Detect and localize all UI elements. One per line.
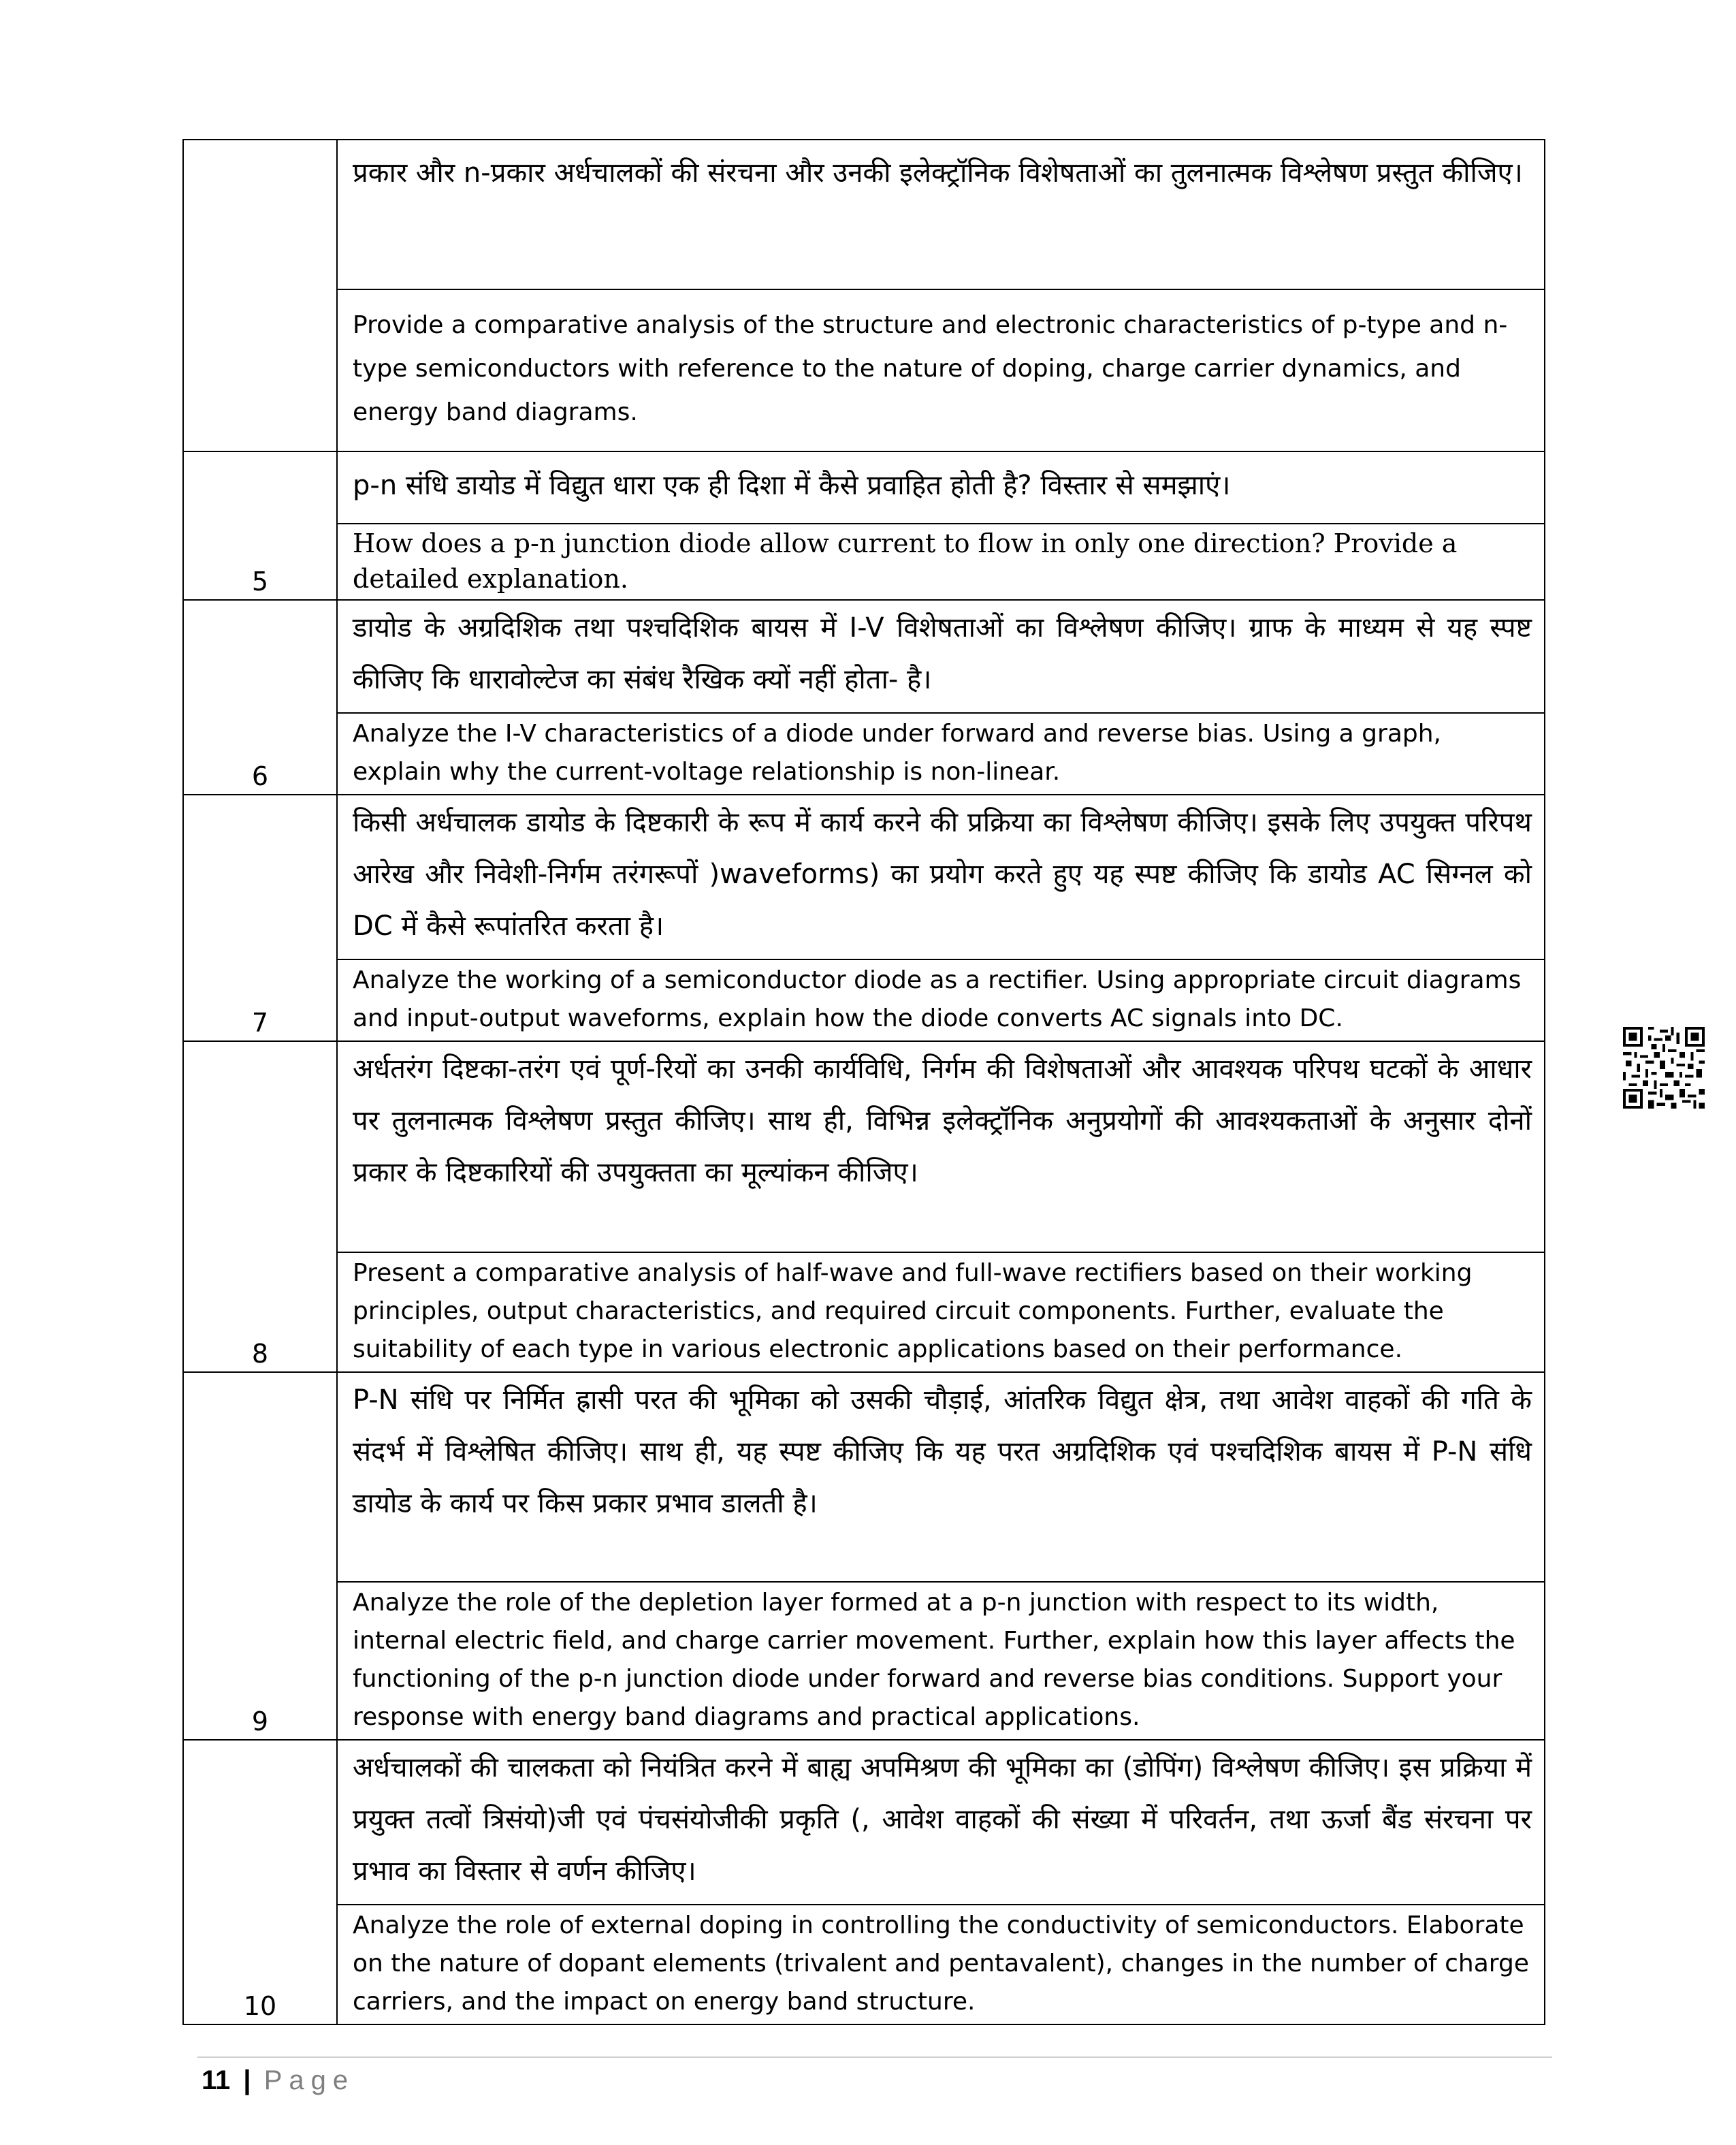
hindi-text-cell: [337, 1740, 1545, 1905]
footer-separator: |: [243, 2065, 251, 2095]
footer-divider: [197, 2056, 1552, 2058]
question-english-text: Analyze the role of the depletion layer formed at a p-n junction with respect to its width, internal electric field, and charge carrier movement. Further, explain how this layer affects the functioning of the p-n junction diode under forward and reverse bias conditions. Support your response with energy band diagrams and practical applications.: [353, 1589, 1515, 1731]
page-number: 11: [202, 2065, 231, 2095]
question-number: 7: [251, 1008, 269, 1038]
hindi-text-cell: [337, 140, 1545, 289]
question-row-english: [183, 524, 1545, 600]
question-hindi-text: डायोड के अग्रदिशिक तथा पश्चदिशिक बायस में I-V विशेषताओं का विश्लेषण कीजिए। ग्राफ के माध्यम से यह स्पष्ट कीजिए कि धारावोल्टेज का संबंध रैखिक क्यों नहीं होता- है।: [353, 612, 1532, 695]
question-row-hindi: [183, 1372, 1545, 1582]
question-number: 9: [251, 1706, 269, 1736]
hindi-text-cell: [337, 1372, 1545, 1582]
question-row-english: [183, 959, 1545, 1041]
question-english-text: Present a comparative analysis of half-wave and full-wave rectifiers based on their working principles, output characteristics, and required circuit components. Further, evaluate the suitability of each type in various electronic applications based on their performance.: [353, 1259, 1473, 1363]
question-row-english: [183, 1582, 1545, 1740]
question-table: [182, 139, 1545, 2025]
question-row-english: [183, 289, 1545, 451]
hindi-text-cell: [337, 600, 1545, 713]
qr-code-icon: [1623, 1027, 1705, 1109]
hindi-text-cell: [337, 451, 1545, 524]
question-english-text: Analyze the role of external doping in controlling the conductivity of semiconductors. Elaborate on the nature of dopant elements (trivalent and pentavalent), changes in the number of charge carriers, and the impact on energy band structure.: [353, 1911, 1529, 2016]
question-number-cell: [183, 1372, 337, 1740]
question-hindi-text: p-n संधि डायोड में विद्युत धारा एक ही दिशा में कैसे प्रवाहित होती है? विस्तार से समझाएं।: [353, 470, 1231, 501]
english-text-cell: [337, 1905, 1545, 2024]
question-number: 6: [251, 761, 269, 791]
question-hindi-text: प्रकार और n-प्रकार अर्धचालकों की संरचना और उनकी इलेक्ट्रॉनिक विशेषताओं का तुलनात्मक विश्लेषण प्रस्तुत कीजिए।: [353, 157, 1523, 189]
english-text-cell: [337, 713, 1545, 795]
page-footer: [202, 2063, 355, 2097]
question-row-hindi: [183, 1041, 1545, 1252]
question-row-english: [183, 713, 1545, 795]
question-number: 10: [243, 1991, 277, 2021]
question-hindi-text: किसी अर्धचालक डायोड के दिष्टकारी के रूप में कार्य करने की प्रक्रिया का विश्लेषण कीजिए। इसके लिए उपयुक्त परिपथ आरेख और निवेशी-निर्गम तरंगरूपों )waveforms) का प्रयोग करते हुए यह स्पष्ट कीजिए कि डायोड AC सिग्नल को DC में कैसे रूपांतरित करता है।: [353, 807, 1532, 942]
question-row-hindi: [183, 140, 1545, 289]
question-number-cell: [183, 1041, 337, 1372]
english-text-cell: [337, 524, 1545, 600]
question-row-english: [183, 1252, 1545, 1372]
question-hindi-text: अर्धतरंग दिष्टका-तरंग एवं पूर्ण-रियों का उनकी कार्यविधि, निर्गम की विशेषताओं और आवश्यक परिपथ घटकों के आधार पर तुलनात्मक विश्लेषण प्रस्तुत कीजिए। साथ ही, विभिन्न इलेक्ट्रॉनिक अनुप्रयोगों की आवश्यकताओं के अनुसार दोनों प्रकार के दिष्टकारियों की उपयुक्तता का मूल्यांकन कीजिए।: [353, 1053, 1532, 1188]
english-text-cell: [337, 959, 1545, 1041]
question-english-text: Provide a comparative analysis of the structure and electronic characteristics of p-type and n-type semiconductors with reference to the nature of doping, charge carrier dynamics, and energy band diagrams.: [353, 311, 1508, 426]
question-row-english: [183, 1905, 1545, 2024]
question-number-cell: [183, 600, 337, 795]
question-number-cell: [183, 451, 337, 600]
question-row-hindi: [183, 795, 1545, 959]
question-english-text: Analyze the I-V characteristics of a diode under forward and reverse bias. Using a graph, explain why the current-voltage relationship is non-linear.: [353, 720, 1441, 786]
question-number: 5: [251, 567, 269, 597]
hindi-text-cell: [337, 1041, 1545, 1252]
question-english-text: Analyze the working of a semiconductor diode as a rectifier. Using appropriate circuit diagrams and input-output waveforms, explain how the diode converts AC signals into DC.: [353, 966, 1522, 1032]
question-number-cell: [183, 795, 337, 1041]
question-hindi-text: अर्धचालकों की चालकता को नियंत्रित करने में बाह्य अपमिश्रण की भूमिका का (डोपिंग) विश्लेषण कीजिए। इस प्रक्रिया में प्रयुक्त तत्वों त्रिसंयो)जी एवं पंचसंयोजीकी प्रकृति (, आवेश वाहकों की संख्या में परिवर्तन, तथा ऊर्जा बैंड संरचना पर प्रभाव का विस्तार से वर्णन कीजिए।: [353, 1752, 1532, 1887]
question-number: 8: [251, 1339, 269, 1369]
question-number-cell: [183, 140, 337, 451]
question-hindi-text: P-N संधि पर निर्मित ह्रासी परत की भूमिका को उसकी चौड़ाई, आंतरिक विद्युत क्षेत्र, तथा आवेश वाहकों की गति के संदर्भ में विश्लेषित कीजिए। साथ ही, यह स्पष्ट कीजिए कि यह परत अग्रदिशिक एवं पश्चदिशिक बायस में P-N संधि डायोड के कार्य पर किस प्रकार प्रभाव डालती है।: [353, 1384, 1532, 1519]
hindi-text-cell: [337, 795, 1545, 959]
question-row-hindi: [183, 451, 1545, 524]
question-row-hindi: [183, 1740, 1545, 1905]
question-number-cell: [183, 1740, 337, 2024]
page-label: Page: [263, 2065, 355, 2095]
english-text-cell: [337, 289, 1545, 451]
question-row-hindi: [183, 600, 1545, 713]
english-text-cell: [337, 1582, 1545, 1740]
question-english-text: How does a p-n junction diode allow current to flow in only one direction? Provide a detailed explanation.: [353, 528, 1458, 594]
english-text-cell: [337, 1252, 1545, 1372]
